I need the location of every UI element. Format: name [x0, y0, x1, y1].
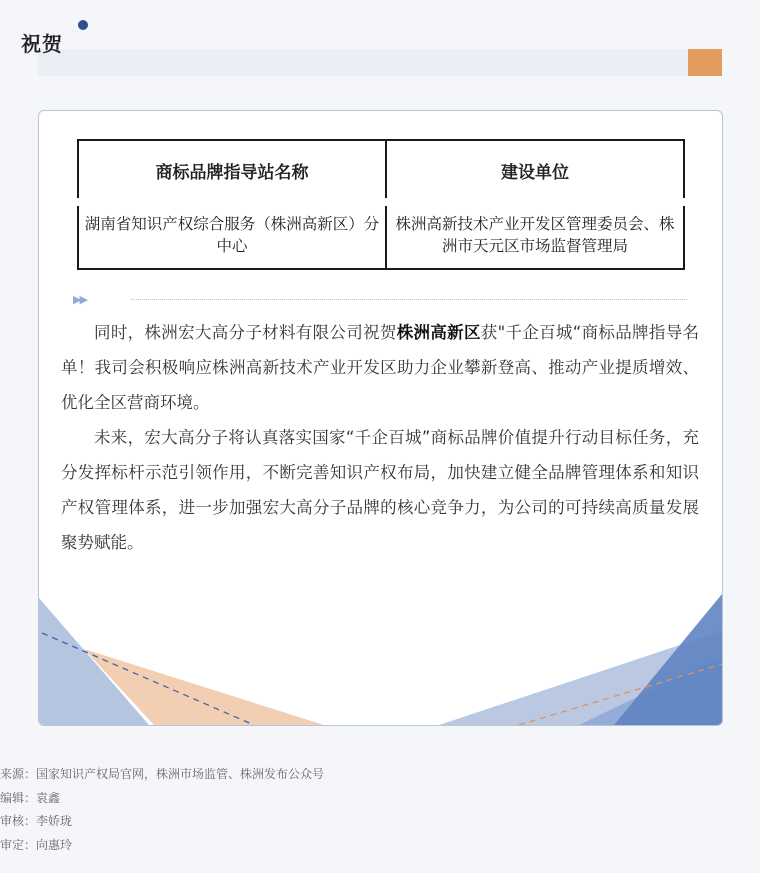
table-row — [78, 201, 684, 269]
credit-approver: 审定：向惠玲 — [0, 837, 73, 852]
table-header-builder: 建设单位 — [386, 140, 684, 201]
credits — [0, 763, 500, 857]
section-divider — [73, 293, 693, 307]
section-title: 祝贺 — [21, 32, 63, 56]
highlight-text: 株洲高新区 — [396, 323, 481, 342]
title-band — [38, 49, 688, 76]
double-arrow-icon: ▶▶ — [73, 293, 86, 306]
table-cell-builder: 株洲高新技术产业开发区管理委员会、株洲市天元区市场监督管理局 — [386, 201, 684, 269]
credit-reviewer: 审核：李娇珑 — [0, 814, 73, 828]
article-card — [38, 110, 723, 726]
credit-editor: 编辑：袁鑫 — [0, 790, 61, 805]
deco-blue-left-triangle — [39, 598, 149, 725]
title-accent-block — [688, 49, 722, 76]
dotted-line — [131, 299, 687, 300]
article-body — [61, 315, 699, 560]
title-dot-icon — [78, 20, 88, 30]
table-header-station: 商标品牌指导站名称 — [78, 140, 386, 201]
article-paragraph-1: 同时，株洲宏大高分子材料有限公司祝贺株洲高新区获"千企百城“商标品牌指导名单！我司会积极响应株洲高新技术产业开发区助力企业攀新登高、推动产业提质增效、优化全区营商环境。 — [61, 323, 700, 412]
table-cell-station: 湖南省知识产权综合服务（株洲高新区）分中心 — [78, 201, 386, 269]
section-header — [0, 0, 760, 90]
article-paragraph-2: 未来，宏大高分子将认真落实国家“千企百城”商标品牌价值提升行动目标任务，充分发挥标杆示范引领作用，不断完善知识产权布局，加快建立健全品牌管理体系和知识产权管理体系，进一步加强宏大高分子品牌的核心竞争力，为公司的可持续高质量发展聚势赋能。 — [61, 428, 699, 552]
brand-station-table — [77, 139, 685, 269]
credit-source: 来源：国家知识产权局官网，株洲市场监管、株洲发布公众号 — [0, 767, 325, 781]
table-header-row — [78, 140, 684, 201]
table-crop-gap — [77, 198, 685, 206]
